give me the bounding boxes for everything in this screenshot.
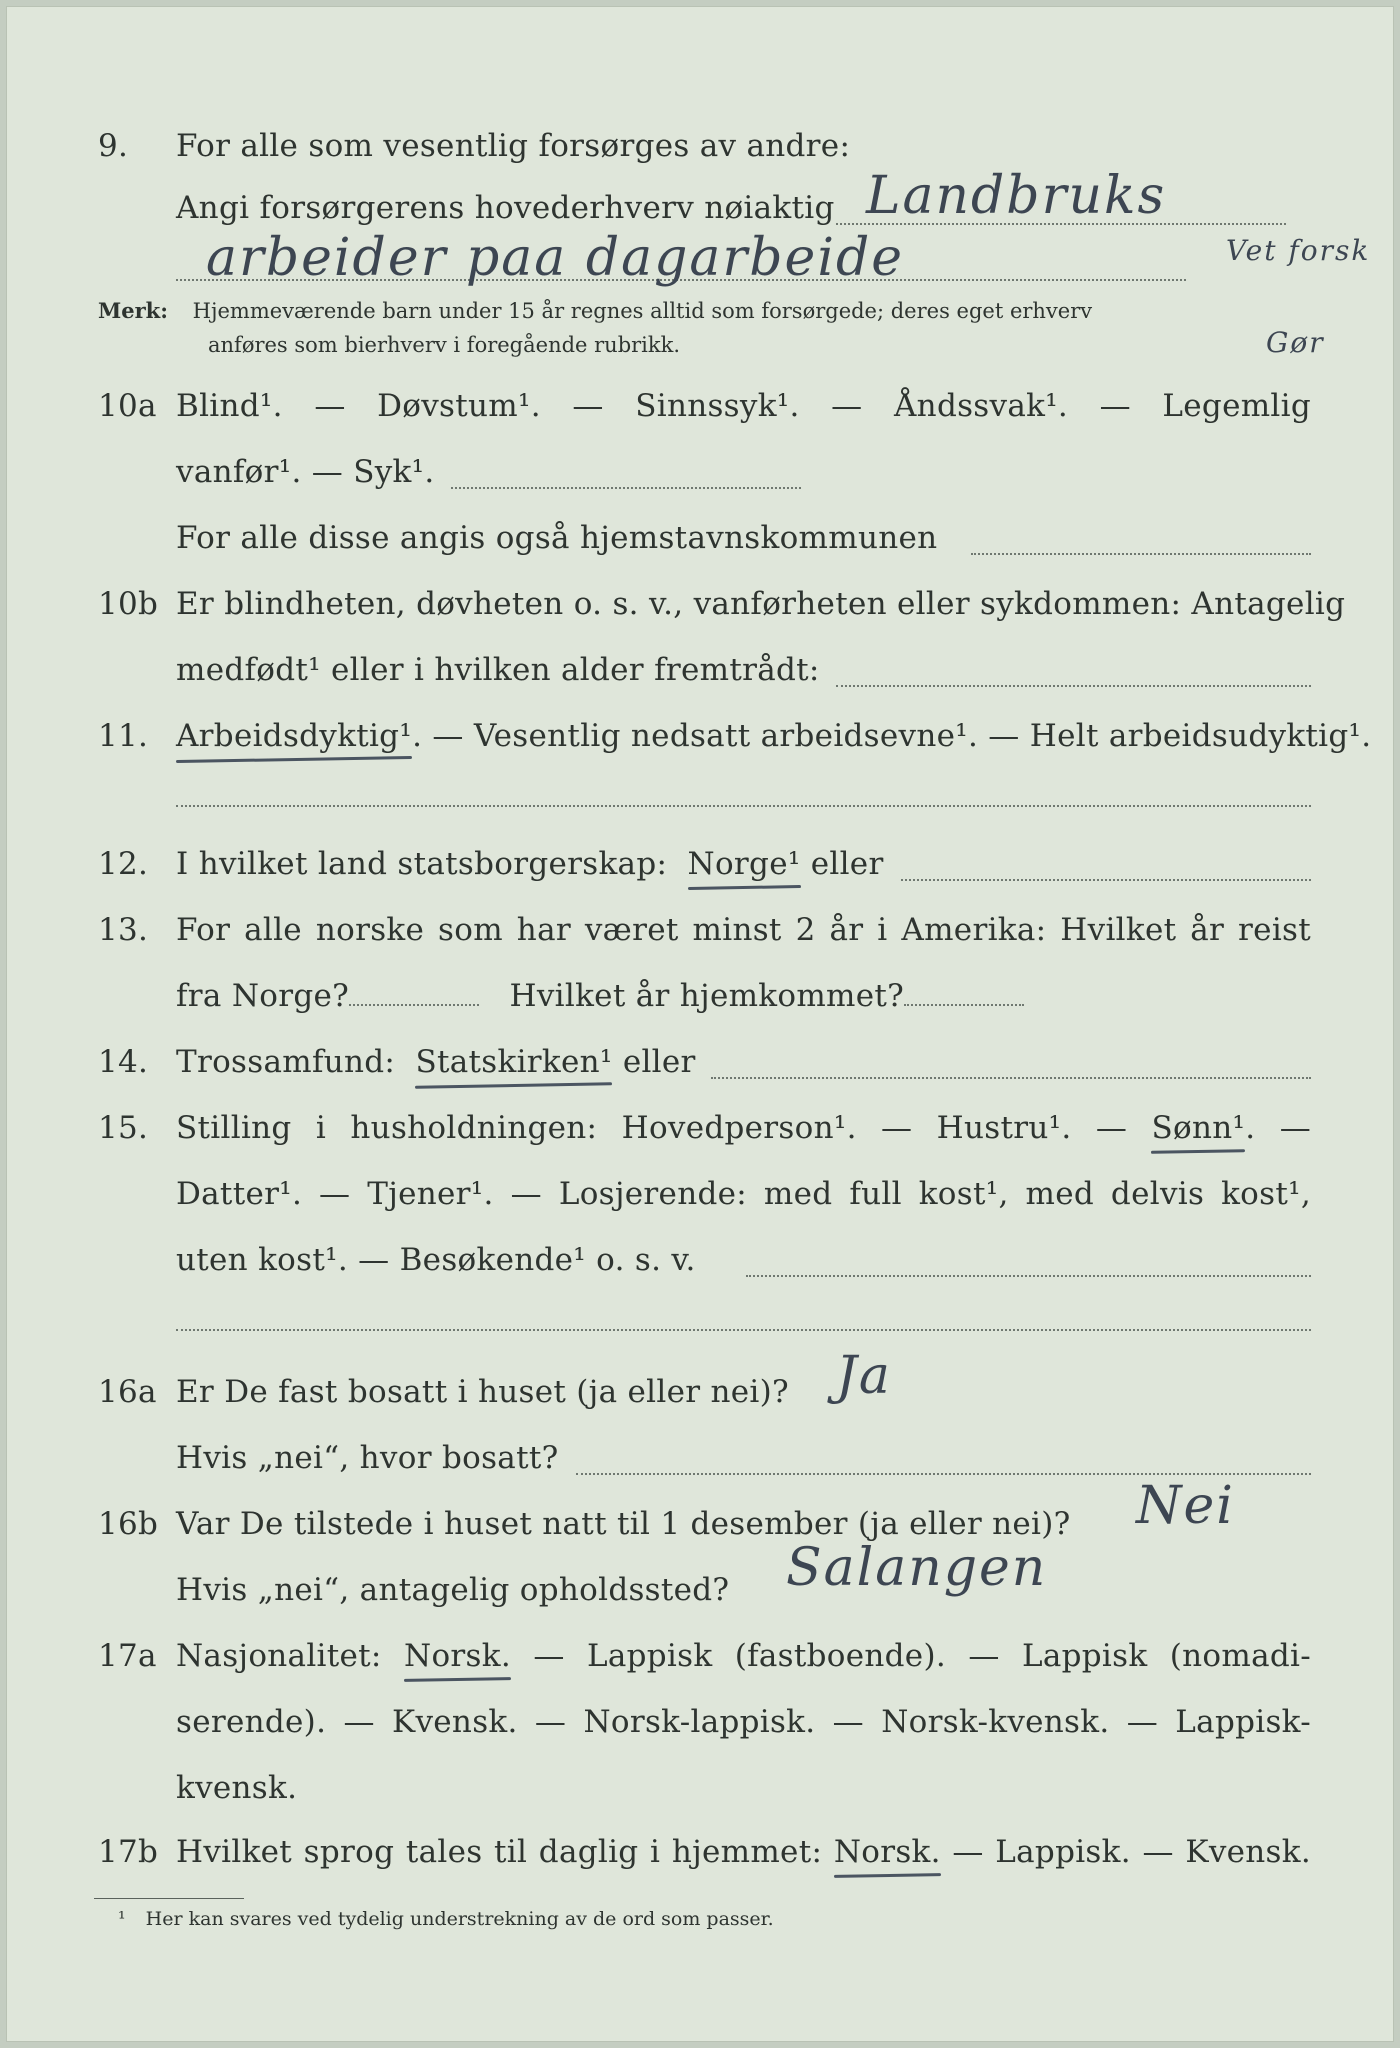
question-text: For alle som vesentlig forsørges av andre: — [176, 128, 851, 164]
question-15-row-3 — [6, 1232, 1394, 1292]
question-text-part: Hvilket sprog tales til daglig i hjemmet: — [176, 1834, 823, 1870]
handwritten-answer-present: Nei — [1136, 1476, 1235, 1536]
question-text-part: Trossamfund: — [176, 1044, 396, 1080]
question-text-part: — Lappisk. — Kvensk. — [952, 1834, 1311, 1870]
question-number: 15. — [98, 1110, 149, 1146]
question-text: Er De fast bosatt i huset (ja eller nei)? — [176, 1374, 789, 1410]
footnote-marker: ¹ — [118, 1908, 126, 1930]
answer-line — [901, 878, 1311, 881]
answer-line — [349, 1003, 479, 1006]
question-text — [176, 978, 1024, 1014]
question-10a-row-2 — [6, 444, 1394, 504]
answer-line — [711, 1076, 1311, 1079]
question-text: Angi forsørgerens hovederhverv nøiaktig — [176, 190, 835, 226]
question-text-part: — Lappisk (fastboende). — Lappisk (nomadi- — [533, 1638, 1311, 1674]
question-16a-row — [6, 1364, 1394, 1424]
question-text: For alle disse angis også hjemstavnskommunen — [176, 520, 938, 556]
answer-line — [971, 552, 1311, 555]
question-10a-row-3 — [6, 510, 1394, 570]
question-text: Blind¹. — Døvstum¹. — Sinnssyk¹. — Åndssvak¹. — Legemlig — [176, 388, 1311, 424]
question-10b-row — [6, 576, 1394, 636]
question-text — [176, 1638, 1311, 1674]
question-number: 11. — [98, 718, 149, 754]
question-number: 16a — [98, 1374, 157, 1410]
note-label: Merk: — [98, 298, 168, 323]
answer-line — [836, 684, 1311, 687]
question-17a-row — [6, 1628, 1394, 1688]
answer-line — [176, 1328, 1311, 1331]
question-text: Hvis „nei“, hvor bosatt? — [176, 1440, 559, 1476]
answer-line — [904, 1003, 1024, 1006]
answer-line — [746, 1274, 1311, 1277]
question-text — [176, 1834, 1311, 1870]
question-14-row — [6, 1034, 1394, 1094]
question-16b-row-2 — [6, 1562, 1394, 1622]
question-text — [176, 1110, 1311, 1146]
question-text: medfødt¹ eller i hvilken alder fremtrådt: — [176, 652, 820, 688]
footnote — [118, 1908, 774, 1930]
question-17a-row-2 — [6, 1694, 1394, 1754]
question-number: 10a — [98, 388, 157, 424]
question-text-part: I hvilket land statsborgerskap: — [176, 846, 668, 882]
question-text: vanfør¹. — Syk¹. — [176, 454, 435, 490]
question-number: 17a — [98, 1638, 157, 1674]
question-text — [176, 718, 1371, 754]
question-number: 16b — [98, 1506, 159, 1542]
question-number: 17b — [98, 1834, 159, 1870]
question-11-row — [6, 708, 1394, 768]
question-text-part: eller — [622, 1044, 696, 1080]
question-13-row — [6, 902, 1394, 962]
question-text-rest: . — Vesentlig nedsatt arbeidsevne¹. — Helt arbeidsudyktig¹. — [412, 718, 1372, 754]
question-text-part: Nasjonalitet: — [176, 1638, 382, 1674]
handwritten-answer-location: Salangen — [786, 1538, 1048, 1598]
question-number: 9. — [98, 128, 129, 164]
question-text: For alle norske som har været minst 2 år i Amerika: Hvilket år reist — [176, 912, 1311, 948]
answer-line — [176, 804, 1311, 807]
question-9-row — [6, 118, 1394, 178]
question-number: 14. — [98, 1044, 149, 1080]
underlined-choice: Statskirken¹ — [415, 1044, 613, 1080]
question-10b-row-2 — [6, 642, 1394, 702]
question-text-part: Hvilket år hjemkommet? — [509, 978, 905, 1014]
question-text-part: . — — [1245, 1110, 1312, 1146]
question-text-part: Stilling i husholdningen: Hovedperson¹. — Hustru¹. — — [176, 1110, 1128, 1146]
question-text: kvensk. — [176, 1770, 298, 1806]
footnote-text: Her kan svares ved tydelig understrekning av de ord som passer. — [145, 1908, 774, 1930]
question-text: serende). — Kvensk. — Norsk-lappisk. — Norsk-kvensk. — Lappisk- — [176, 1704, 1311, 1740]
question-12-row — [6, 836, 1394, 896]
handwritten-answer-occupation: Landbruks — [866, 166, 1167, 226]
note-block — [98, 294, 1092, 362]
census-form-page — [6, 6, 1394, 2042]
underlined-choice: Norge¹ — [687, 846, 801, 882]
underlined-choice: Norsk. — [404, 1638, 511, 1674]
footnote-divider — [94, 1898, 244, 1899]
underlined-choice: Arbeidsdyktig¹ — [176, 718, 413, 754]
question-text: Er blindheten, døvheten o. s. v., vanførheten eller sykdommen: Antagelig — [176, 586, 1346, 622]
answer-line — [576, 1472, 1311, 1475]
question-text — [176, 846, 884, 882]
question-10a-row — [6, 378, 1394, 438]
handwritten-answer-occupation-2: arbeider paa dagarbeide — [206, 228, 905, 288]
question-15-row — [6, 1100, 1394, 1160]
answer-line — [451, 486, 801, 489]
question-text: Hvis „nei“, antagelig opholdssted? — [176, 1572, 730, 1608]
question-number: 10b — [98, 586, 159, 622]
question-text: Datter¹. — Tjener¹. — Losjerende: med full kost¹, med delvis kost¹, — [176, 1176, 1311, 1212]
handwritten-margin-note-2: Gør — [1266, 326, 1325, 359]
underlined-choice: Norsk. — [833, 1834, 941, 1870]
question-15-row-2 — [6, 1166, 1394, 1226]
note-text-1: Hjemmeværende barn under 15 år regnes alltid som forsørgede; deres eget erhverv — [192, 299, 1093, 323]
question-text: Var De tilstede i huset natt til 1 desember (ja eller nei)? — [176, 1506, 1071, 1542]
question-number: 13. — [98, 912, 149, 948]
question-17a-row-3 — [6, 1760, 1394, 1820]
note-text-2: anføres som bierhverv i foregående rubrikk. — [208, 333, 681, 357]
handwritten-margin-note: Vet forsk — [1226, 234, 1371, 267]
question-text-part: fra Norge? — [176, 978, 350, 1014]
question-text — [176, 1044, 696, 1080]
handwritten-answer-resident: Ja — [836, 1346, 892, 1406]
question-text-part: eller — [810, 846, 884, 882]
question-number: 12. — [98, 846, 149, 882]
question-text: uten kost¹. — Besøkende¹ o. s. v. — [176, 1242, 696, 1278]
underlined-choice: Sønn¹ — [1151, 1110, 1246, 1146]
question-13-row-2 — [6, 968, 1394, 1028]
question-17b-row — [6, 1824, 1394, 1884]
